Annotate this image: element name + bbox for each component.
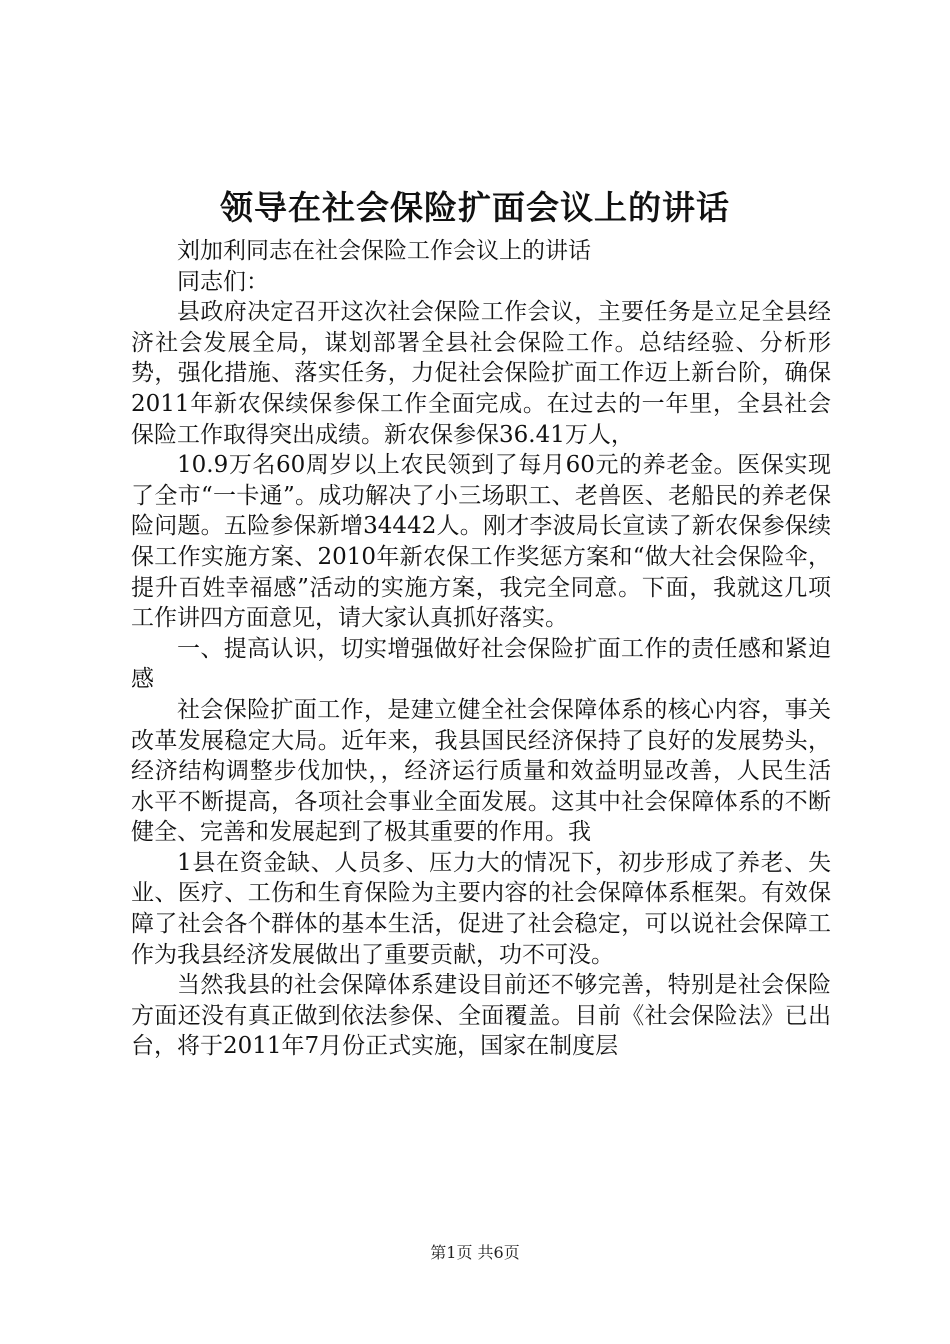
section-heading: 一、提高认识，切实增强做好社会保险扩面工作的责任感和紧迫感 — [131, 635, 831, 693]
paragraph: 1县在资金缺、人员多、压力大的情况下，初步形成了养老、失业、医疗、工伤和生育保险为主要内容的社会保障体系框架。有效保障了社会各个群体的基本生活，促进了社会稳定，可以说社会保障工作为我县经济发展做出了重要贡献，功不可没。 — [131, 849, 831, 968]
document-title: 领导在社会保险扩面会议上的讲话 — [220, 188, 730, 227]
document-body — [131, 236, 831, 1062]
paragraph: 县政府决定召开这次社会保险工作会议，主要任务是立足全县经济社会发展全局，谋划部署全县社会保险工作。总结经验、分析形势，强化措施、落实任务，力促社会保险扩面工作迈上新台阶，确保2011年新农保续保参保工作全面完成。在过去的一年里，全县社会保险工作取得突出成绩。新农保参保36.41万人， — [131, 299, 831, 448]
paragraph: 10.9万名60周岁以上农民领到了每月60元的养老金。医保实现了全市“一卡通”。成功解决了小三场职工、老兽医、老船民的养老保险问题。五险参保新增34442人。刚才李波局长宣读了新农保参保续保工作实施方案、2010年新农保工作奖惩方案和“做大社会保险伞，提升百姓幸福感”活动的实施方案，我完全同意。下面，我就这几项工作讲四方面意见，请大家认真抓好落实。 — [131, 452, 831, 632]
paragraph: 当然我县的社会保障体系建设目前还不够完善，特别是社会保险方面还没有真正做到依法参保、全面覆盖。目前《社会保险法》已出台，将于2011年7月份正式实施，国家在制度层 — [131, 972, 831, 1060]
paragraph: 社会保险扩面工作，是建立健全社会保障体系的核心内容，事关改革发展稳定大局。近年来，我县国民经济保持了良好的发展势头，经济结构调整步伐加快，，经济运行质量和效益明显改善，人民生活水平不断提高，各项社会事业全面发展。这其中社会保障体系的不断健全、完善和发展起到了极其重要的作用。我 — [131, 696, 831, 846]
salutation: 同志们： — [177, 268, 269, 295]
page-footer: 第1页 共6页 — [430, 1243, 520, 1262]
speech-subtitle: 刘加利同志在社会保险工作会议上的讲话 — [177, 238, 591, 264]
